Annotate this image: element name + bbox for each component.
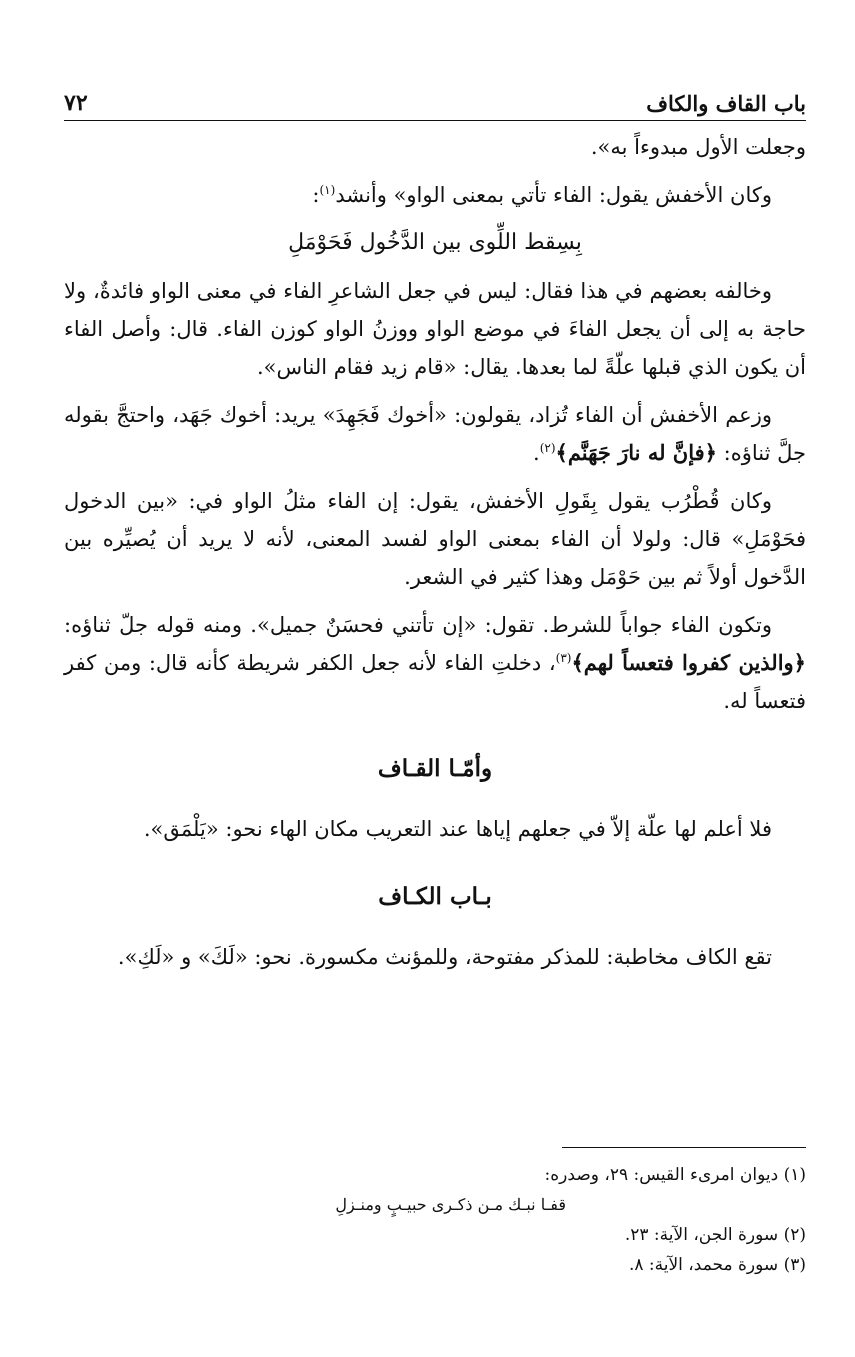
footnote-ref-1: (١) <box>319 183 336 197</box>
footnote-divider <box>562 1147 806 1148</box>
quran-quote-2: ﴿والذين كفروا فتعساً لهم﴾ <box>571 650 806 675</box>
page-body <box>64 128 806 986</box>
footnote-2-marker: (٢) <box>783 1225 806 1245</box>
footnote-2 <box>64 1220 806 1250</box>
footnote-2-text: سورة الجن، الآية: ٢٣. <box>624 1225 779 1245</box>
footnote-3 <box>64 1250 806 1280</box>
footnotes <box>64 1160 806 1280</box>
footnote-1-marker: (١) <box>783 1165 806 1185</box>
footnote-3-marker: (٣) <box>783 1255 806 1275</box>
paragraph-1: وجعلت الأول مبدوءاً به». <box>590 135 806 159</box>
paragraph-2-text: وكان الأخفش يقول: الفاء تأتي بمعنى الواو» وأنشد <box>335 183 772 207</box>
page-number: ٧٢ <box>64 90 88 116</box>
verse-line: بِسِقط اللِّوى بين الدَّخُول فَحَوْمَلِ <box>288 230 582 255</box>
footnote-3-text: سورة محمد، الآية: ٨. <box>628 1255 779 1275</box>
footnote-ref-3: (٣) <box>555 651 572 665</box>
footnote-ref-2: (٢) <box>539 441 556 455</box>
paragraph-6-end: ، دخلتِ الفاء لأنه جعل الكفر شريطة كأنه قال: ومن كفر فتعساً له. <box>64 651 806 713</box>
paragraph-3: وخالفه بعضهم في هذا فقال: ليس في جعل الشاعرِ الفاء في معنى الواو فائدةٌ، ولا حاجة به إلى أن يجعل الفاءَ في موضع الواو ووزنُ الواو كوزن الفاء. قال: وأصل الفاء أن يكون الذي قبلها علّةً لما بعدها. يقال: «قام زيد فقام الناس». <box>64 279 806 379</box>
footnote-1 <box>64 1160 806 1190</box>
paragraph-7: فلا أعلم لها علّة إلاّ في جعلهم إياها عند التعريب مكان الهاء نحو: «يَلْمَق». <box>143 817 772 841</box>
paragraph-6-text: وتكون الفاء جواباً للشرط. تقول: «إن تأتني فحسَنٌ جميل». ومنه قوله جلّ ثناؤه: <box>64 613 772 637</box>
paragraph-4-end: . <box>533 441 540 465</box>
quran-quote-1: ﴿فإنَّ له نارَ جَهَنَّم﴾ <box>555 440 717 465</box>
paragraph-5: وكان قُطْرُب يقول بِقَولِ الأخفش، يقول: إن الفاء مثلُ الواو في: «بين الدخول فحَوْمَلِ» قال: ولولا أن الفاء بمعنى الواو لفسد المعنى، لأنه لا يريد أن يُصيِّره بين الدَّخول أولاً ثم بين حَوْمَل وهذا كثير في الشعر. <box>64 489 806 589</box>
paragraph-6 <box>64 606 806 720</box>
section-title-kaf: بـاب الكـاف <box>378 883 492 910</box>
footnote-1-text: ديوان امرىء القيس: ٢٩، وصدره: <box>544 1165 779 1185</box>
paragraph-4 <box>64 396 806 472</box>
paragraph-4-text: وزعم الأخفش أن الفاء تُزاد، يقولون: «أخوك فَجَهِدَ» يريد: أخوك جَهَد، واحتجَّ بقوله جلَّ ثناؤه: <box>64 403 806 465</box>
footnote-1-verse: قفـا نبـك مـن ذكـرى حبيـبٍ ومنـزلِ <box>335 1195 566 1214</box>
paragraph-2-end: : <box>312 183 320 207</box>
paragraph-8: تقع الكاف مخاطبة: للمذكر مفتوحة، وللمؤنث مكسورة. نحو: «لَكَ» و «لَكِ». <box>117 945 772 969</box>
page-header <box>64 86 806 121</box>
section-title-qaf: وأمّـا القـاف <box>377 755 493 782</box>
running-title: باب القاف والكاف <box>646 91 806 116</box>
paragraph-2 <box>64 176 806 214</box>
